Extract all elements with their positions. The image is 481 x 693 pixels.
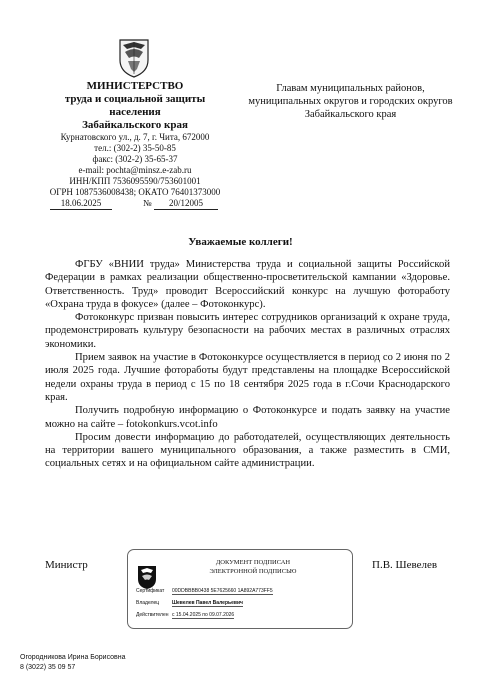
stamp-certificate-row: [136, 588, 273, 595]
stamp-title: ДОКУМЕНТ ПОДПИСАН ЭЛЕКТРОННОЙ ПОДПИСЬЮ: [209, 559, 297, 575]
document-number: 20/12005: [154, 198, 218, 210]
paragraph: Прием заявок на участие в Фотоконкурсе осуществляется в период со 2 июня по 2 июля 2025 года. Лучшие фотоработы будут представлены на площадке Всероссийской недели охраны труда в период с 15 по 18 сентября 2025 года в г.Сочи Краснодарского края.: [45, 352, 450, 403]
inn-kpp: ИНН/КПП 7536095590/753601001: [69, 176, 201, 186]
greeting: Уважаемые коллеги!: [188, 236, 293, 248]
email: e-mail: pochta@minsz.e-zab.ru: [78, 165, 192, 175]
signatory-position: Министр: [45, 559, 88, 571]
fax: факс: (302-2) 35-65-37: [92, 154, 178, 164]
paragraph: Просим довести информацию до работодателей, осуществляющих деятельность на территории вашего муниципального образования, а также разместить в СМИ, социальных сетях и на официальном сайте администрации.: [45, 431, 450, 470]
certificate-validity: с 15.04.2025 по 09.07.2026: [172, 612, 235, 618]
number-sign: №: [143, 198, 152, 208]
document-date: 18.06.2025: [50, 198, 112, 210]
executor-info: [20, 653, 126, 673]
ministry-subtitle: труда и социальной защиты: [64, 93, 206, 105]
executor-name: Огородникова Ирина Борисовна: [20, 654, 126, 661]
sender-block: [30, 80, 240, 210]
stamp-label: Сертификат: [136, 588, 165, 594]
signatory-name: П.В. Шевелев: [372, 559, 438, 571]
ministry-subtitle: населения: [109, 106, 161, 118]
stamp-label: Владелец: [136, 600, 160, 606]
certificate-serial: 00DDBBBB0438 5E7625660 1A892A773FF5: [172, 588, 273, 594]
executor-phone: 8 (3022) 35 09 57: [20, 664, 76, 671]
addressee: Главам муниципальных районов, муниципальных округов и городских округов Забайкальского края: [248, 83, 453, 120]
letter-body: [45, 258, 450, 471]
ogrn-okato: ОГРН 1087536008438; ОКАТО 76401373000: [49, 187, 221, 197]
stamp-validity-row: [136, 612, 234, 619]
coat-of-arms-icon: [136, 564, 158, 590]
address: Курнатовского ул., д. 7, г. Чита, 672000: [60, 132, 210, 142]
phone: тел.: (302-2) 35-50-85: [94, 143, 176, 153]
certificate-owner: Шевелев Павел Валерьевич: [172, 600, 243, 606]
paragraph: Фотоконкурс призван повысить интерес сотрудников организаций к охране труда, продемонстрировать культуру безопасности на рабочих местах в различных отраслях экономики.: [45, 312, 450, 350]
ministry-title: МИНИСТЕРСТВО: [86, 80, 184, 92]
paragraph: ФГБУ «ВНИИ труда» Министерства труда и социальной защиты Российской Федерации в рамках реализации общественно-просветительской кампании «Здоровье. Ответственность. Труд» проводит Всероссийский конкурс на лучшую фотоработу «Охрана труда в фокусе» (далее – Фотоконкурс).: [45, 259, 450, 310]
stamp-label: Действителен: [136, 612, 169, 618]
ministry-region: Забайкальского края: [82, 119, 188, 131]
stamp-owner-row: [136, 600, 243, 607]
electronic-signature-stamp: [127, 549, 353, 629]
paragraph: Получить подробную информацию о Фотоконкурсе и подать заявку на участие можно на сайте – fotokonkurs.vcot.info: [45, 405, 450, 430]
coat-of-arms-icon: [117, 36, 151, 78]
document-date-number: [30, 198, 240, 210]
